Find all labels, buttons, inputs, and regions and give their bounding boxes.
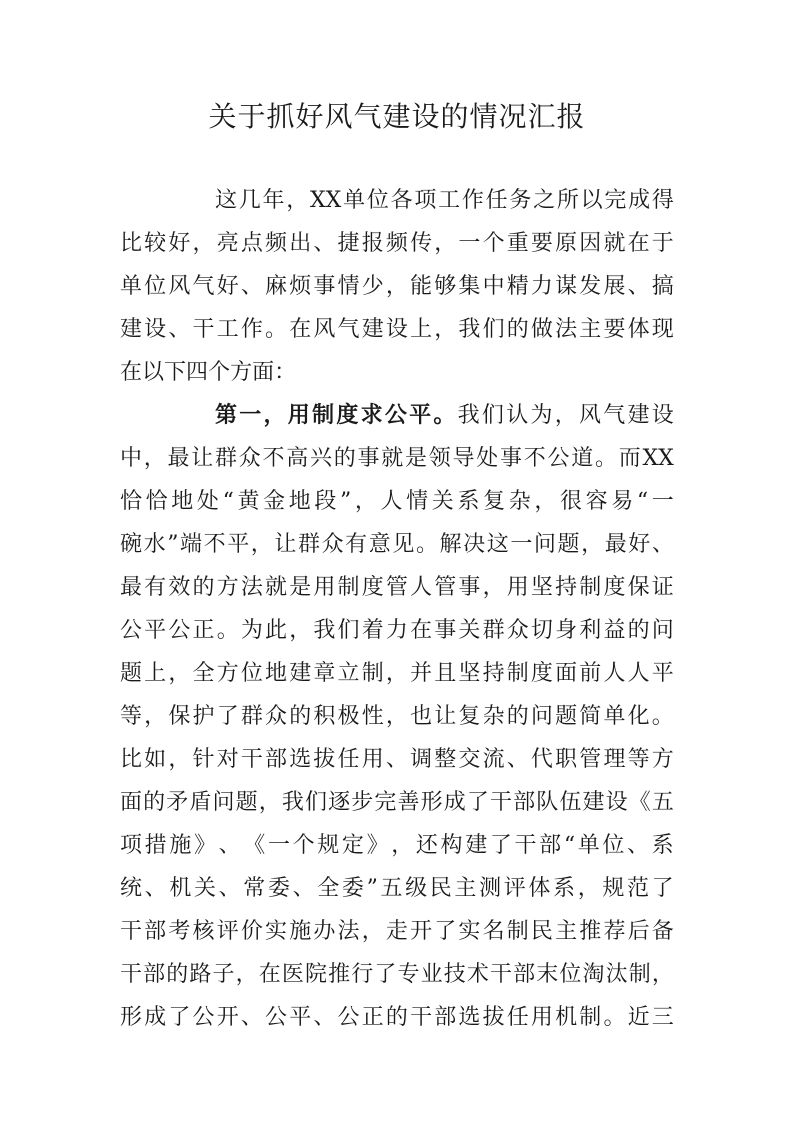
paragraph-line: 干 部 考 核 评 价 实 施 办 法 ， 走 开 了 实 名 制 民 主 推 荐 后 备 <box>120 919 674 944</box>
paragraph-line: 建 设 、 干 工 作 。 在 风 气 建 设 上 ， 我 们 的 做 法 主 要 体 现 <box>120 317 674 342</box>
paragraph-line: 单 位 风 气 好 、 麻 烦 事 情 少 ， 能 够 集 中 精 力 谋 发 展 、 搞 <box>120 274 674 299</box>
document-body <box>120 179 674 1039</box>
paragraph-line: 在 以 下 四 个 方 面 ： <box>120 360 297 385</box>
paragraph-line: 碗 水 ” 端 不 平 ， 让 群 众 有 意 见 。 解 决 这 一 问 题 ， 最 好 、 <box>120 532 674 557</box>
paragraph-line: 干 部 的 路 子 ， 在 医 院 推 行 了 专 业 技 术 干 部 末 位 淘 汰 制 ， <box>120 962 674 987</box>
paragraph-line: 等 ， 保 护 了 群 众 的 积 极 性 ， 也 让 复 杂 的 问 题 简 单 化 。 <box>120 704 674 729</box>
paragraph-line: 公 平 公 正 。 为 此 ， 我 们 着 力 在 事 关 群 众 切 身 利 益 的 问 <box>120 618 674 643</box>
document-title: 关于抓好风气建设的情况汇报 <box>208 100 586 133</box>
paragraph-line: 最 有 效 的 方 法 就 是 用 制 度 管 人 管 事 ， 用 坚 持 制 度 保 证 <box>120 575 674 600</box>
paragraph-line: 比 如 ， 针 对 干 部 选 拔 任 用 、 调 整 交 流 、 代 职 管 理 等 方 <box>120 747 674 772</box>
paragraph-line: 中 ， 最 让 群 众 不 高 兴 的 事 就 是 领 导 处 事 不 公 道 。 而 XX <box>120 446 674 471</box>
paragraph-line: 项 措 施 》 、 《 一 个 规 定 》 ， 还 构 建 了 干 部 “ 单 位 、 系 <box>120 833 674 858</box>
paragraph-line: 统 、 机 关 、 常 委 、 全 委 ” 五 级 民 主 测 评 体 系 ， 规 范 了 <box>120 876 674 901</box>
paragraph-line: 这 几 年 ， XX 单 位 各 项 工 作 任 务 之 所 以 完 成 得 <box>215 188 674 213</box>
paragraph-line: 面 的 矛 盾 问 题 ， 我 们 逐 步 完 善 形 成 了 干 部 队 伍 建 设 《 五 <box>120 790 674 815</box>
paragraph-line: 恰 恰 地 处 “ 黄 金 地 段 ” ， 人 情 关 系 复 杂 ， 很 容 易 “ 一 <box>120 489 674 514</box>
paragraph-line: 比 较 好 ， 亮 点 频 出 、 捷 报 频 传 ， 一 个 重 要 原 因 就 在 于 <box>120 231 674 256</box>
paragraph-line: 第 一 ， 用 制 度 求 公 平 。 我 们 认 为 ， 风 气 建 设 <box>215 402 674 428</box>
paragraph-line: 题 上 ， 全 方 位 地 建 章 立 制 ， 并 且 坚 持 制 度 面 前 人 人 平 <box>120 661 674 686</box>
paragraph-line: 形 成 了 公 开 、 公 平 、 公 正 的 干 部 选 拔 任 用 机 制 。 近 三 <box>120 1005 674 1030</box>
